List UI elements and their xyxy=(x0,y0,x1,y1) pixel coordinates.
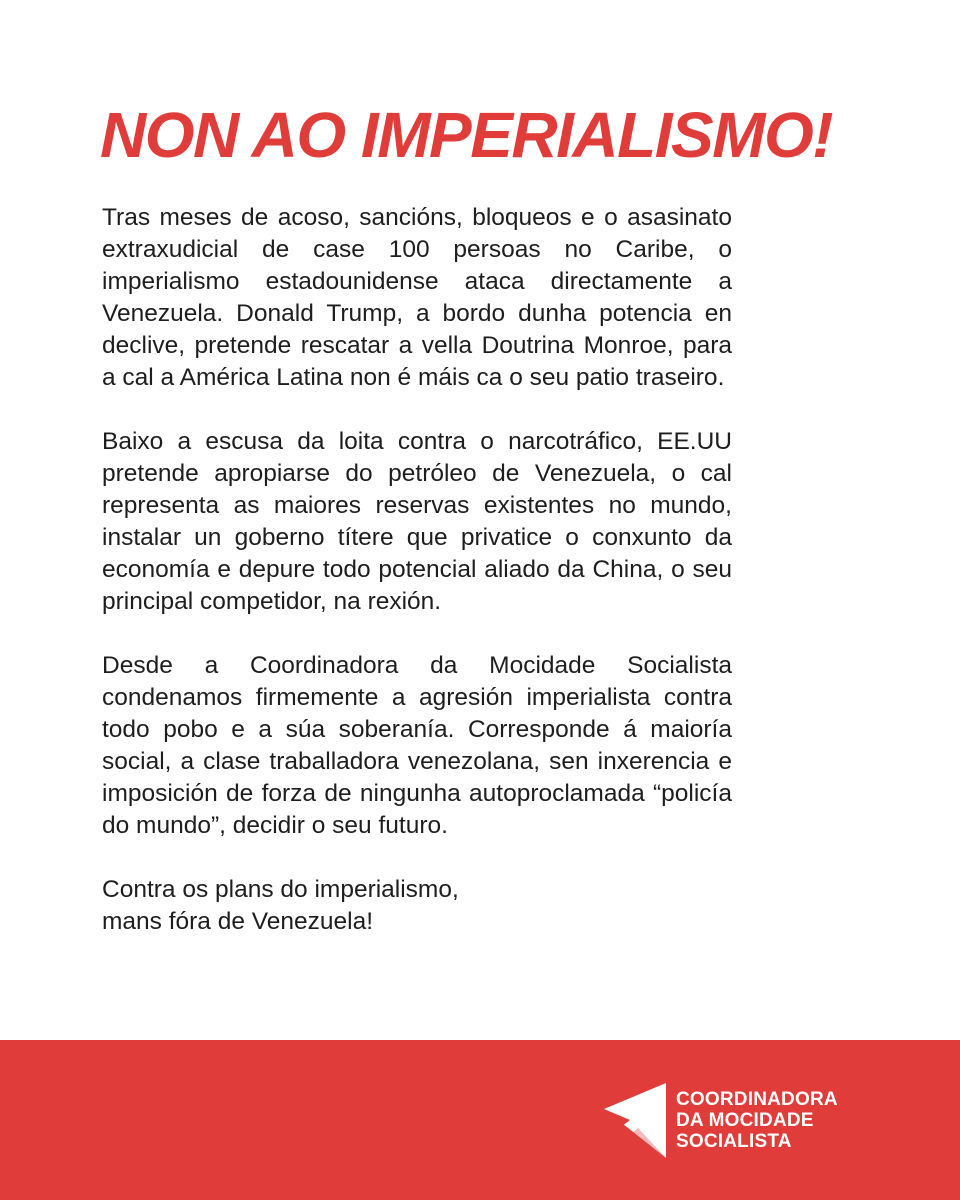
organization-logo xyxy=(602,1080,838,1160)
logo-line-2: DA MOCIDADE xyxy=(676,1109,814,1131)
closing-line-1: Contra os plans do imperialismo, xyxy=(102,876,459,903)
closing-statement xyxy=(102,874,732,938)
page-title: NON AO IMPERIALISMO! xyxy=(100,99,833,171)
statement-body xyxy=(102,202,732,938)
closing-line-2: mans fóra de Venezuela! xyxy=(102,908,374,935)
logo-line-3: SOCIALISTA xyxy=(676,1130,792,1152)
paragraph-2: Baixo a escusa da loita contra o narcotráfico, EE.UU pretende apropiarse do petróleo de Venezuela, o cal representa as maiores reservas existentes no mundo, instalar un goberno títere que privatice o conxunto da economía e depure todo potencial aliado da China, o seu principal competidor, na rexión. xyxy=(102,428,732,615)
paragraph-3: Desde a Coordinadora da Mocidade Socialista condenamos firmemente a agresión imperialista contra todo pobo e a súa soberanía. Corresponde á maioría social, a clase traballadora venezolana, sen inxerencia e imposición de forza de ningunha autoproclamada “policía do mundo”, decidir o seu futuro. xyxy=(102,652,732,839)
logo-mark-icon xyxy=(602,1080,668,1160)
paragraph-1: Tras meses de acoso, sancións, bloqueos e o asasinato extraxudicial de case 100 persoas no Caribe, o imperialismo estadounidense ataca directamente a Venezuela. Donald Trump, a bordo dunha potencia en declive, pretende rescatar a vella Doutrina Monroe, para a cal a América Latina non é máis ca o seu patio traseiro. xyxy=(102,204,732,391)
logo-wordmark xyxy=(676,1089,838,1152)
logo-line-1: COORDINADORA xyxy=(676,1088,838,1110)
